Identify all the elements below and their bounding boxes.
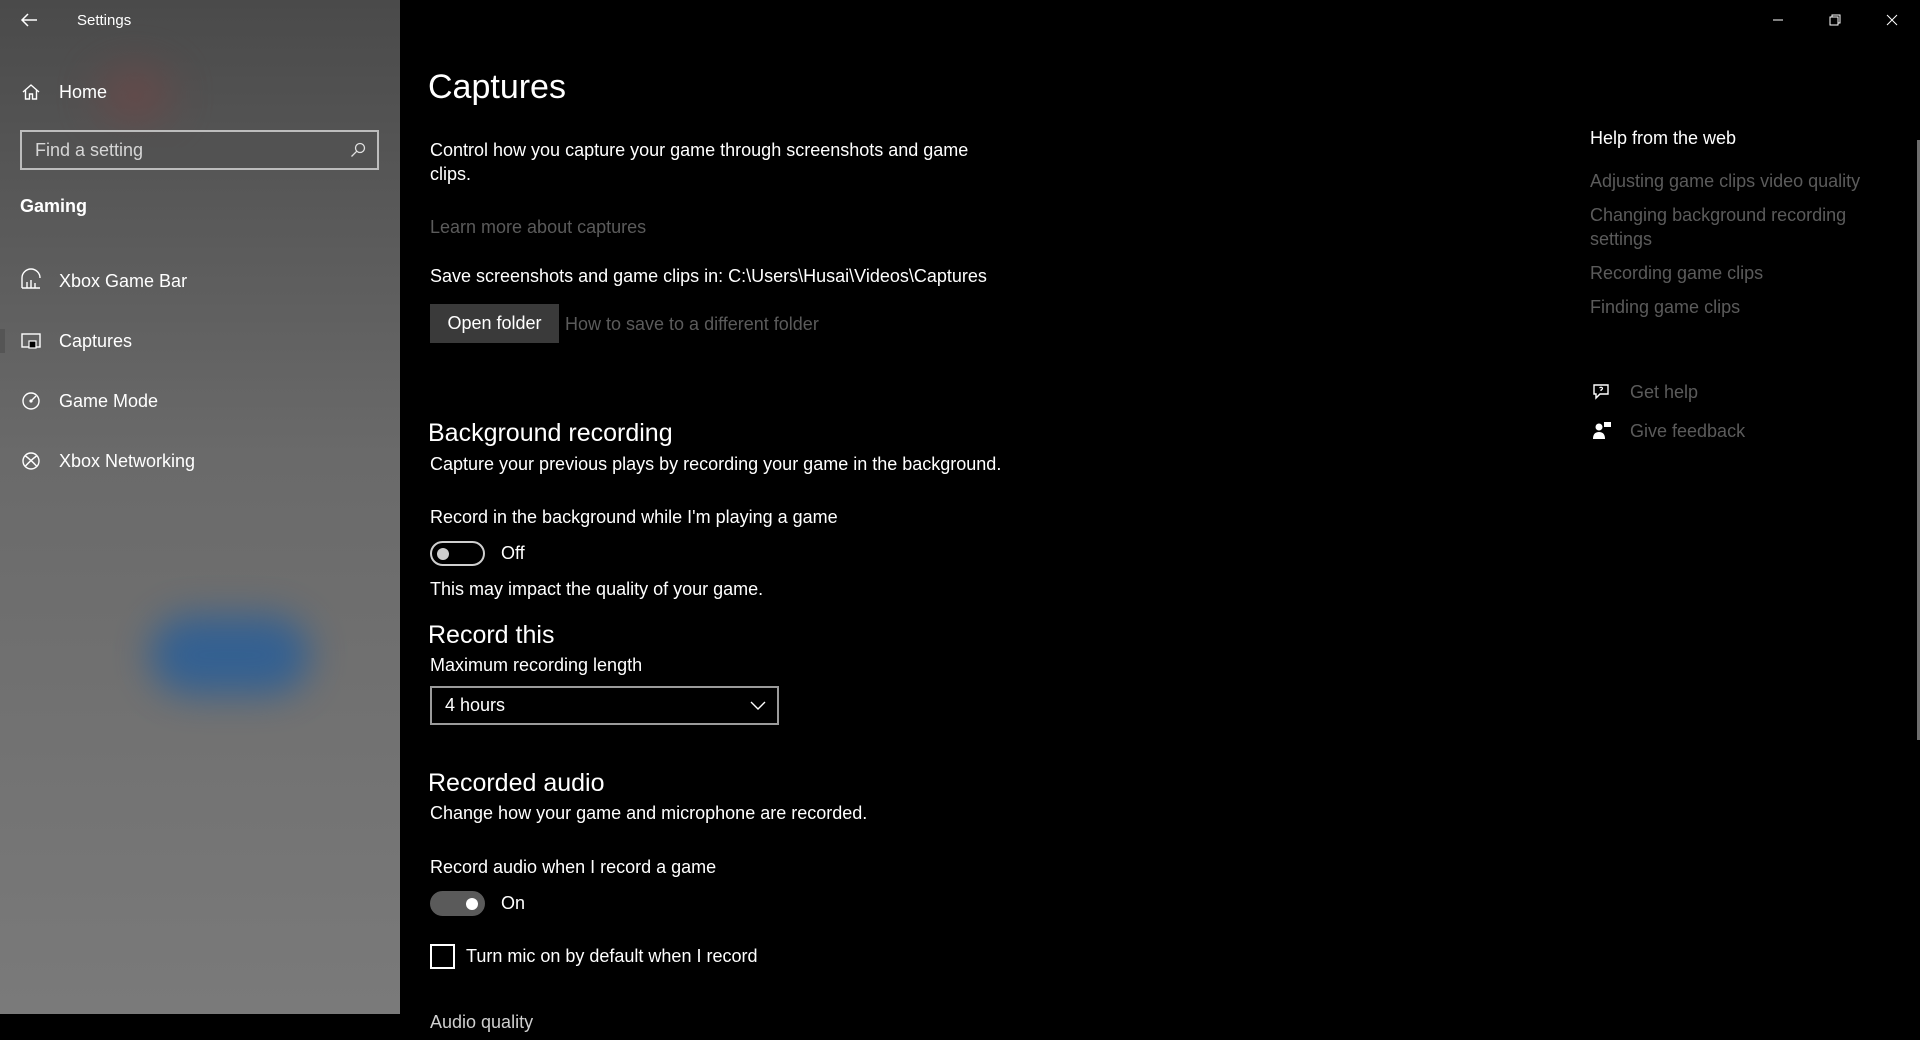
dropdown-selected-value: 4 hours <box>445 695 506 715</box>
sidebar-item-label: Xbox Networking <box>59 450 196 471</box>
open-folder-button[interactable]: Open folder <box>430 304 559 343</box>
background-recording-toggle-label: Record in the background while I'm playing a game <box>430 507 838 527</box>
page-title: Captures <box>428 68 566 106</box>
back-button[interactable] <box>0 0 58 40</box>
performance-note: This may impact the quality of your game. <box>430 579 764 599</box>
title-bar <box>0 0 400 40</box>
search-box <box>20 130 379 170</box>
get-help-label: Get help <box>1630 381 1699 402</box>
how-to-save-link[interactable]: How to save to a different folder <box>565 314 819 334</box>
background-recording-heading: Background recording <box>428 419 673 447</box>
minimize-button[interactable] <box>1749 0 1806 40</box>
window-controls <box>1749 0 1920 40</box>
app-title: Settings <box>77 11 132 29</box>
background-blur-accent <box>150 615 310 695</box>
sidebar-item-xbox-game-bar[interactable] <box>0 257 400 305</box>
mic-default-checkbox[interactable] <box>430 944 455 969</box>
sidebar-item-label: Captures <box>59 330 133 351</box>
feedback-icon <box>1590 419 1614 443</box>
selection-indicator <box>0 329 5 353</box>
main-content <box>400 0 1920 1032</box>
record-audio-toggle[interactable] <box>430 891 485 916</box>
toggle-state-label: Off <box>501 543 525 563</box>
close-button[interactable] <box>1863 0 1920 40</box>
sidebar-item-xbox-networking[interactable] <box>0 437 400 485</box>
restore-icon <box>1829 14 1841 26</box>
background-recording-description: Capture your previous plays by recording your game in the background. <box>430 454 1002 474</box>
section-heading: Gaming <box>20 196 88 216</box>
toggle-knob <box>466 898 478 910</box>
get-help-link[interactable] <box>1590 380 1698 404</box>
max-recording-length-label: Maximum recording length <box>430 655 643 675</box>
cut-off-setting-label: Audio quality <box>430 1012 534 1032</box>
recorded-audio-description: Change how your game and microphone are recorded. <box>430 803 868 823</box>
sidebar-item-label: Xbox Game Bar <box>59 270 188 291</box>
background-recording-toggle-row[interactable] <box>430 541 525 566</box>
sidebar-item-game-mode[interactable] <box>0 377 400 425</box>
sidebar-item-home[interactable] <box>0 72 400 112</box>
help-link[interactable]: Changing background recording settings <box>1590 205 1847 249</box>
home-icon <box>20 81 42 103</box>
close-icon <box>1886 14 1898 26</box>
sidebar <box>0 0 400 1014</box>
save-location-text: Save screenshots and game clips in: C:\Users\Husai\Videos\Captures <box>430 266 987 286</box>
help-panel <box>1590 128 1890 329</box>
game-mode-icon <box>20 390 42 412</box>
learn-more-link[interactable]: Learn more about captures <box>430 217 647 237</box>
toggle-knob <box>437 548 449 560</box>
gauge-bar-icon <box>20 270 42 292</box>
sidebar-item-label: Home <box>59 81 108 102</box>
toggle-state-label: On <box>501 893 526 913</box>
help-title: Help from the web <box>1590 128 1737 148</box>
search-icon[interactable] <box>343 142 373 158</box>
record-audio-toggle-row[interactable] <box>430 891 525 916</box>
help-link[interactable]: Recording game clips <box>1590 263 1764 283</box>
background-recording-toggle[interactable] <box>430 541 485 566</box>
search-input[interactable] <box>22 132 343 168</box>
chat-help-icon <box>1590 380 1614 404</box>
sidebar-item-label: Game Mode <box>59 390 159 411</box>
mic-default-checkbox-row[interactable] <box>430 944 757 969</box>
restore-button[interactable] <box>1806 0 1863 40</box>
sidebar-item-captures[interactable] <box>0 317 400 365</box>
recorded-audio-heading: Recorded audio <box>428 769 605 797</box>
help-link[interactable]: Finding game clips <box>1590 297 1741 317</box>
back-arrow-icon <box>20 12 38 28</box>
chevron-down-icon <box>747 701 769 711</box>
mic-default-checkbox-label: Turn mic on by default when I record <box>466 946 758 966</box>
max-recording-length-dropdown[interactable] <box>430 686 779 725</box>
capture-icon <box>20 330 42 352</box>
help-link[interactable]: Adjusting game clips video quality <box>1590 171 1861 191</box>
give-feedback-label: Give feedback <box>1630 420 1746 441</box>
record-audio-toggle-label: Record audio when I record a game <box>430 857 717 877</box>
xbox-icon <box>20 450 42 472</box>
page-description: Control how you capture your game through screenshots and game clips. <box>430 140 969 184</box>
minimize-icon <box>1772 14 1784 26</box>
give-feedback-link[interactable] <box>1590 419 1745 443</box>
record-this-heading: Record this <box>428 621 555 649</box>
